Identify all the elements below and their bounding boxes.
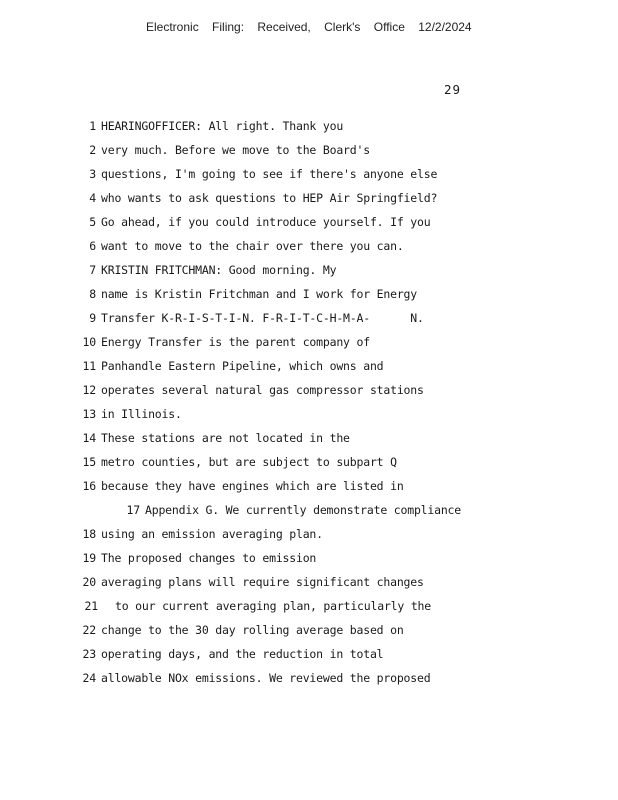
transcript-line [0,596,618,620]
transcript-body [0,116,618,692]
line-number: 22 [82,623,96,637]
line-text: very much. Before we move to the Board's [101,143,370,157]
transcript-line [0,428,618,452]
line-number: 7 [89,263,96,277]
line-number: 24 [82,671,96,685]
transcript-line [0,308,618,332]
transcript-line [0,236,618,260]
line-number: 9 [89,311,96,325]
line-text: who wants to ask questions to HEP Air Springfield? [101,191,438,205]
header-word: Electronic [146,20,199,34]
transcript-line [0,212,618,236]
header-word: Filing: [212,20,245,34]
line-number: 1 [89,119,96,133]
transcript-line [0,404,618,428]
transcript-line [0,140,618,164]
header-word: Clerk's [324,20,361,34]
transcript-line [0,380,618,404]
line-number: 10 [82,335,96,349]
header-word: Office [373,20,405,34]
line-text: to our current averaging plan, particularly the [115,599,432,613]
transcript-line [0,356,618,380]
line-text: Transfer K-R-I-S-T-I-N. F-R-I-T-C-H-M-A- N. [101,311,424,325]
line-number: 2 [89,143,96,157]
transcript-line [0,188,618,212]
line-text: operating days, and the reduction in total [101,647,384,661]
line-number: 16 [82,479,96,493]
line-number: 11 [82,359,96,373]
line-text: want to move to the chair over there you can. [101,239,404,253]
line-text: averaging plans will require significant changes [101,575,424,589]
line-text: questions, I'm going to see if there's anyone else [101,167,438,181]
filing-date: 12/2/2024 [418,20,472,34]
transcript-line [0,668,618,692]
line-text: Go ahead, if you could introduce yourself. If you [101,215,431,229]
transcript-line [0,164,618,188]
line-number: 6 [89,239,96,253]
line-number: 12 [82,383,96,397]
line-number: 5 [89,215,96,229]
line-number: 21 [84,599,98,613]
line-text: allowable NOx emissions. We reviewed the proposed [101,671,431,685]
line-text: because they have engines which are listed in [101,479,404,493]
page-number: 29 [444,82,462,97]
line-number: 13 [82,407,96,421]
line-text: KRISTIN FRITCHMAN: Good morning. My [101,263,337,277]
transcript-line [0,284,618,308]
line-text: Energy Transfer is the parent company of [101,335,370,349]
transcript-line [0,500,618,524]
transcript-line [0,572,618,596]
line-text: HEARINGOFFICER: All right. Thank you [101,119,344,133]
line-number: 8 [89,287,96,301]
transcript-line [0,452,618,476]
line-number: 23 [82,647,96,661]
line-text: These stations are not located in the [101,431,350,445]
line-text: The proposed changes to emission [101,551,317,565]
line-number: 3 [89,167,96,181]
transcript-line [0,644,618,668]
line-number: 14 [82,431,96,445]
line-number: 15 [82,455,96,469]
line-number: 19 [82,551,96,565]
line-text: using an emission averaging plan. [101,527,323,541]
line-text: operates several natural gas compressor stations [101,383,424,397]
line-number: 20 [82,575,96,589]
transcript-line [0,476,618,500]
line-text: in Illinois. [101,407,182,421]
transcript-line [0,260,618,284]
line-text: change to the 30 day rolling average based on [101,623,404,637]
line-number: 18 [82,527,96,541]
line-text: Panhandle Eastern Pipeline, which owns and [101,359,384,373]
line-number: 4 [89,191,96,205]
transcript-line [0,548,618,572]
transcript-line [0,332,618,356]
transcript-line [0,116,618,140]
transcript-line [0,524,618,548]
line-number: 17 [126,503,140,517]
electronic-filing-header [146,20,482,34]
line-text: metro counties, but are subject to subpart Q [101,455,397,469]
header-word: Received, [257,20,311,34]
line-text: Appendix G. We currently demonstrate compliance [145,503,462,517]
transcript-line [0,620,618,644]
line-text: name is Kristin Fritchman and I work for Energy [101,287,418,301]
